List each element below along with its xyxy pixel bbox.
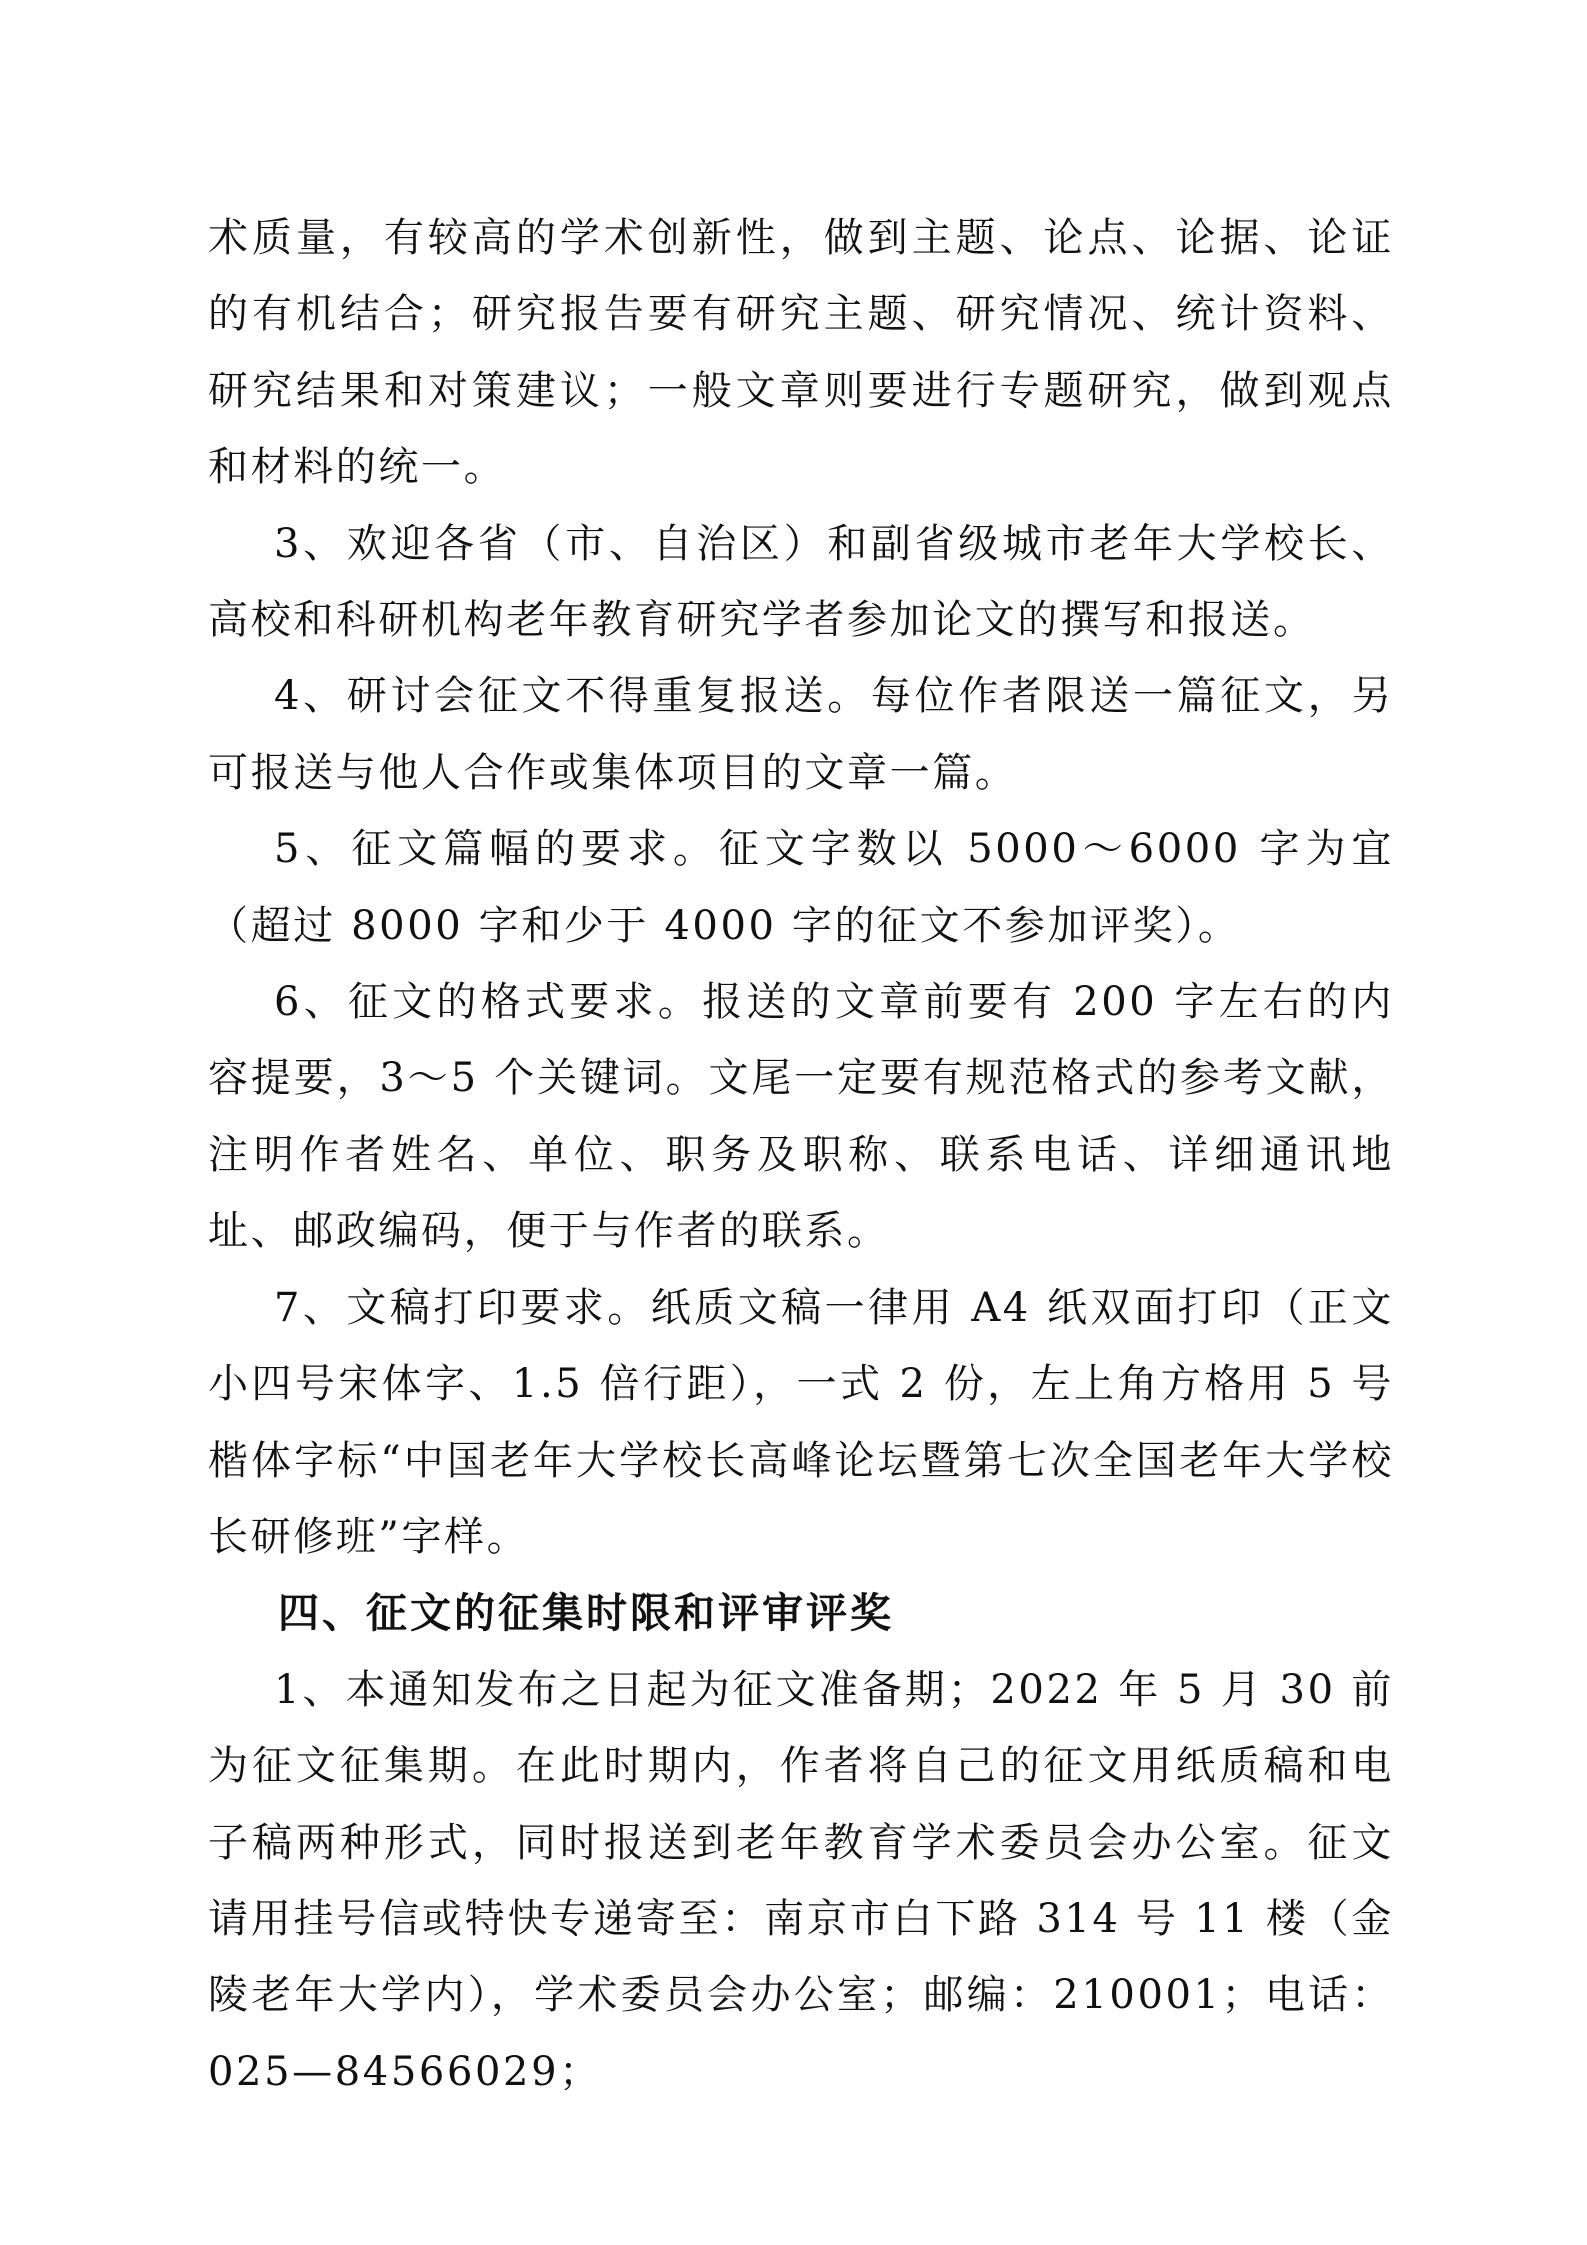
paragraph-item-5: 5、征文篇幅的要求。征文字数以 5000～6000 字为宜（超过 8000 字和少于 4000 字的征文不参加评奖）。 xyxy=(208,826,1394,949)
paragraph-item-3: 3、欢迎各省（市、自治区）和副省级城市老年大学校长、高校和科研机构老年教育研究学者参加论文的撰写和报送。 xyxy=(208,520,1394,644)
paragraph-item-6: 6、征文的格式要求。报送的文章前要有 200 字左右的内容提要，3～5 个关键词。文尾一定要有规范格式的参考文献，注明作者姓名、单位、职务及职称、联系电话、详细通讯地址、邮政编码，便于与作者的联系。 xyxy=(208,979,1394,1255)
section-heading: 四、征文的征集时限和评审评奖 xyxy=(278,1589,894,1638)
paragraph-section-4-item-1: 1、本通知发布之日起为征文准备期；2022 年 5 月 30 前为征文征集期。在此时期内，作者将自己的征文用纸质稿和电子稿两种形式，同时报送到老年教育学术委员会办公室。征文请用挂号信或特快专递寄至：南京市白下路 314 号 11 楼（金陵老年大学内），学术委员会办公室；邮编：210001；电话：025—84566029； xyxy=(208,1666,1394,2095)
paragraph-item-4: 4、研讨会征文不得重复报送。每位作者限送一篇征文，另可报送与他人合作或集体项目的文章一篇。 xyxy=(208,673,1394,796)
document-body xyxy=(208,200,1394,2110)
paragraph-quality-continuation: 术质量，有较高的学术创新性，做到主题、论点、论据、论证的有机结合；研究报告要有研究主题、研究情况、统计资料、研究结果和对策建议；一般文章则要进行专题研究，做到观点和材料的统一。 xyxy=(208,215,1394,491)
paragraph-item-7: 7、文稿打印要求。纸质文稿一律用 A4 纸双面打印（正文小四号宋体字、1.5 倍行距），一式 2 份，左上角方格用 5 号楷体字标“中国老年大学校长高峰论坛暨第七次全国老年大学校长研修班”字样。 xyxy=(208,1284,1394,1560)
